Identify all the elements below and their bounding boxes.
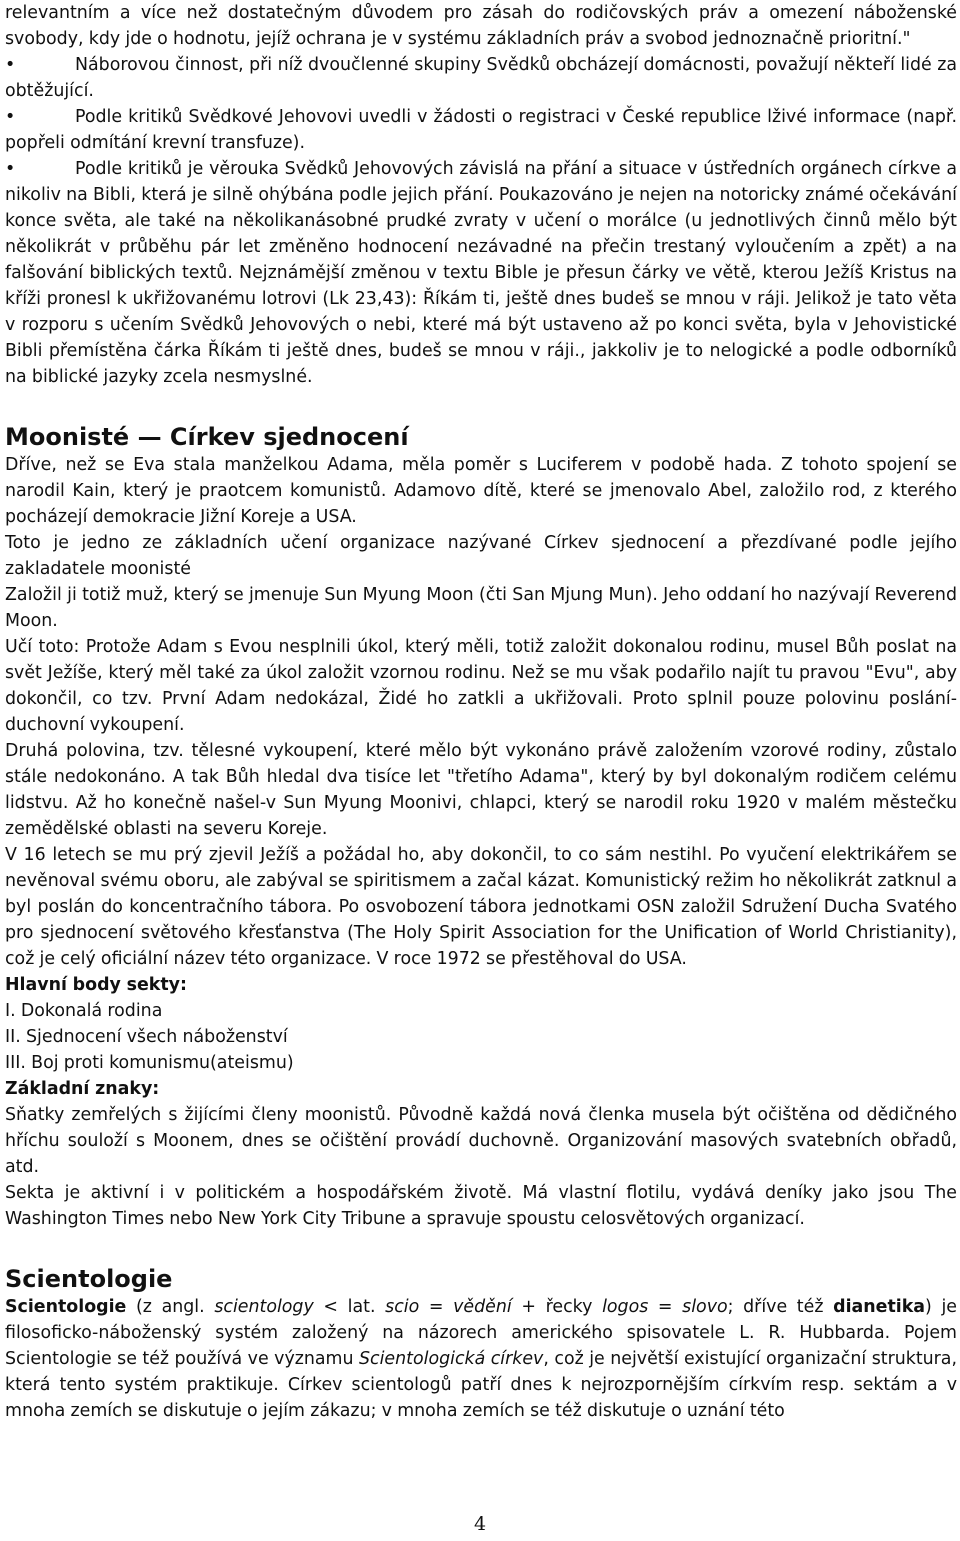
moon-point-2: II. Sjednocení všech náboženství: [5, 1027, 288, 1047]
greek-term: logos = slovo: [602, 1297, 728, 1317]
moon-paragraph-4: Učí toto: Protože Adam s Evou nesplnili úkol, který měli, totiž založit dokonalou rodinu, musel Bůh poslat na svět Ježíše, který měl také za úkol založit vzornou rodinu. Než se mu však podařilo najít tu pravou "Evu", aby dokončil, co tzv. První Adam nedokázal, Židé ho zatkli a ukřižovali. Proto splnil pouze polovinu poslání-duchovní vykoupení.: [5, 637, 957, 735]
moon-paragraph-2: Toto je jedno ze základních učení organizace nazývané Církev sjednocení a přezdívané podle jejího zakladatele moonisté: [5, 533, 957, 579]
moon-paragraph-5: Druhá polovina, tzv. tělesné vykoupení, které mělo být vykonáno právě založením vzorové rodiny, zůstalo stále nedokonáno. A tak Bůh hledal dva tisíce let "třetího Adama", který by byl dokonalým rodičem celému lidstvu. Až ho konečně našel-v Sun Myung Moonivi, chlapci, který se narodil roku 1920 v malém městečku zemědělské oblasti na severu Koreje.: [5, 741, 957, 839]
moon-paragraph-6: V 16 letech se mu prý zjevil Ježíš a požádal ho, aby dokončil, to co sám nestihl. Po vyučení elektrikářem se nevěnoval svému oboru, ale zabýval se spiritismem a začal kázat. Komunistický režim ho několikrát zatknul a byl poslán do koncentračního tábora. Po osvobození tábora jednotkami OSN založil Sdružení Ducha Svatého pro sjednocení světového křesťanstva (The Holy Spirit Association for the Unification of World Christianity), což je celý oficiální název této organizace. V roce 1972 se přestěhoval do USA.: [5, 845, 957, 969]
jw-bullet-3-text: Podle kritiků je věrouka Svědků Jehovových závislá na přání a situace v ústředních orgánech církve a nikoliv na Bibli, která je silně ohýbána podle jejich přání. Poukazováno je nejen na notoricky známé očekávání konce světa, ale také na několikanásobné prudké zvraty v učení o morálce (u jednotlivých činnů mělo být několikrát v průběhu pár let změněno hodnocení nezávadné na přečin trestaný vyloučením a zpět) a na falšování biblických textů. Nejznámější změnou v textu Bible je přesun čárky ve větě, kterou Ježíš Kristus na kříži pronesl k ukřižovanému lotrovi (Lk 23,43): Říkám ti, ještě dnes budeš se mnou v ráji. Jelikož je tato věta v rozporu s učením Svědků Jehovových o nebi, které má být ustaveno až po konci světa, byla v Jehovistické Bibli přemístěna čárka Říkám ti ještě dnes, budeš se mnou v ráji., jakkoliv je to nelogické a podle odborníků na biblické jazyky zcela nesmyslné.: [5, 159, 957, 387]
jw-bullet-1-text: Náborovou činnost, při níž dvoučlenné skupiny Svědků obcházejí domácnosti, považují někteří lidé za obtěžující.: [5, 55, 957, 101]
english-term: scientology: [214, 1297, 314, 1317]
text-run: + řecky: [511, 1297, 603, 1317]
bullet-dot: •: [5, 107, 16, 127]
jw-bullet-1: [5, 52, 957, 104]
moon-signs-paragraph-2: Sekta je aktivní i v politickém a hospodářském životě. Má vlastní flotilu, vydává deníky jako jsou The Washington Times nebo New York City Tribune a spravuje spoustu celosvětových organizací.: [5, 1183, 957, 1229]
section-heading-scientology: Scientologie: [5, 1265, 173, 1293]
bullet-dot: •: [5, 55, 16, 75]
dianetics-term: dianetika: [833, 1297, 926, 1317]
jw-bullet-3: [5, 156, 957, 390]
jw-bullet-2: [5, 104, 957, 156]
page: [5, 0, 957, 1424]
text-run: ) je filosoficko-náboženský systém založený na názorech amerického spisovatele L. R. Hubbarda. Pojem Scientologie se též používá ve významu: [5, 1297, 958, 1369]
jw-bullet-2-text: Podle kritiků Svědkové Jehovovi uvedli v žádosti o registraci v České republice lživé informace (např. popřeli odmítání krevní transfuze).: [5, 107, 957, 153]
moon-signs-paragraph-1: Sňatky zemřelých s žijícími členy moonistů. Původně každá nová členka musela být očištěna od dědičného hříchu souloží s Moonem, dnes se očištění provádí duchovně. Organizování masových svatebních obřadů, atd.: [5, 1105, 957, 1177]
moon-paragraph-1: Dříve, než se Eva stala manželkou Adama, měla poměr s Luciferem v podobě hada. Z tohoto spojení se narodil Kain, který je praotcem komunistů. Adamovo dítě, které se jmenovalo Abel, založilo rod, z kterého pocházejí demokracie Jižní Koreje a USA.: [5, 455, 957, 527]
moon-point-3: III. Boj proti komunismu(ateismu): [5, 1053, 294, 1073]
moon-point-1: I. Dokonalá rodina: [5, 1001, 163, 1021]
jw-intro-paragraph: relevantním a více než dostatečným důvodem pro zásah do rodičovských práv a omezení náboženské svobody, kdy jde o hodnotu, jejíž ochrana je v systému základních práv a svobod jednoznačně prioritní.": [5, 3, 957, 49]
text-run: < lat.: [313, 1297, 386, 1317]
text-run: , což je největší existující organizační struktura, která tento systém praktikuje. Církev scientologů patří dnes k nejrozpornějším církvím resp. sektám a v mnoha zemích se diskutuje o jejím zákazu; v mnoha zemích se též diskutuje o uznání této: [5, 1349, 957, 1421]
text-run: (z angl.: [126, 1297, 215, 1317]
scientology-paragraph: [5, 1294, 957, 1424]
moon-paragraph-3: Založil ji totiž muž, který se jmenuje Sun Myung Moon (čti San Mjung Mun). Jeho oddaní ho nazývají Reverend Moon.: [5, 585, 957, 631]
church-term: Scientologická církev: [359, 1349, 544, 1369]
text-run: ; dříve též: [727, 1297, 834, 1317]
latin-term: scio = vědění: [385, 1297, 512, 1317]
scientology-term: Scientologie: [5, 1297, 127, 1317]
section-heading-moon: Moonisté — Církev sjednocení: [5, 423, 409, 451]
moon-signs-title: Základní znaky:: [5, 1079, 160, 1099]
moon-points-title: Hlavní body sekty:: [5, 975, 187, 995]
bullet-dot: •: [5, 159, 16, 179]
page-number: 4: [473, 1513, 487, 1535]
